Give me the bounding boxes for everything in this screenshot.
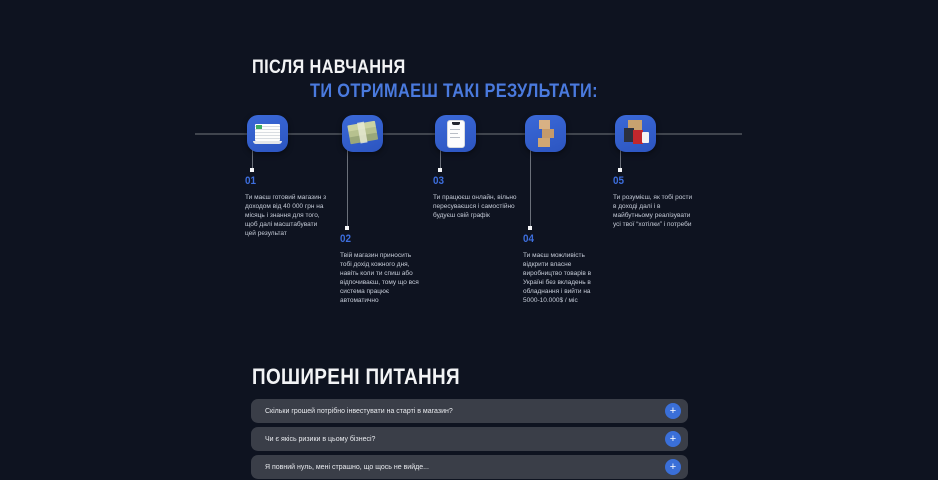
timeline-step-number: 04: [523, 233, 535, 245]
timeline-dot: [438, 168, 442, 172]
timeline-step-number: 05: [613, 175, 625, 187]
timeline-step-text: Твій магазин приносить тобі дохід кожного дня, навіть коли ти спиш або відпочиваєш, тому що вся система працює автоматично: [340, 252, 419, 304]
faq-question: Чи є якісь ризики в цьому бізнесі?: [265, 435, 376, 443]
timeline-dot: [618, 168, 622, 172]
timeline-step-text: Ти маєш можливість відкрити власне виробництво товарів в Україні без вкладень в обладнання і вийти на 5000-10.000$ / міс: [523, 252, 592, 304]
timeline-step-number: 02: [340, 233, 352, 245]
timeline-connector: [530, 150, 531, 228]
faq-item-investment[interactable]: [251, 399, 688, 423]
money-bundle-icon: [342, 115, 383, 152]
expand-plus-icon[interactable]: +: [665, 403, 681, 419]
faq-item-risks[interactable]: [251, 427, 688, 451]
timeline-connector: [620, 150, 621, 170]
timeline-dot: [250, 168, 254, 172]
phone-checklist-icon: [435, 115, 476, 152]
hero-heading: [252, 56, 645, 104]
shopping-bags-icon: [615, 115, 656, 152]
timeline-dot: [345, 226, 349, 230]
timeline-step-text: Ти розумієш, як тобі рости в доході далі і в майбутньому реалізувати усі твої “хотілки” і потреби: [613, 194, 693, 228]
hero-heading-line2: ТИ ОТРИМАЕШ ТАКІ РЕЗУЛЬТАТИ:: [310, 81, 598, 102]
laptop-spreadsheet-icon: [247, 115, 288, 152]
hero-heading-line1: ПІСЛЯ НАВЧАННЯ: [252, 57, 406, 78]
faq-section-title: ПОШИРЕНІ ПИТАННЯ: [252, 364, 460, 389]
expand-plus-icon[interactable]: +: [665, 459, 681, 475]
timeline-step-text: Ти маєш готовий магазин з доходом від 40 000 грн на місяць і знання для того, щоб далі масштабувати цей результат: [245, 194, 327, 237]
timeline-step-text: Ти працюєш онлайн, вільно пересуваєшся і самостійно будуєш свій графік: [433, 194, 517, 219]
faq-question: Я повний нуль, мені страшно, що щось не вийде...: [265, 463, 429, 471]
faq-item-beginner[interactable]: [251, 455, 688, 479]
timeline-connector: [440, 150, 441, 170]
timeline-connector: [252, 150, 253, 170]
faq-question: Скільки грошей потрібно інвестувати на старті в магазин?: [265, 407, 453, 415]
timeline-connector: [347, 150, 348, 228]
stacked-boxes-icon: [525, 115, 566, 152]
expand-plus-icon[interactable]: +: [665, 431, 681, 447]
timeline-step-number: 01: [245, 175, 257, 187]
timeline-dot: [528, 226, 532, 230]
timeline-step-number: 03: [433, 175, 445, 187]
